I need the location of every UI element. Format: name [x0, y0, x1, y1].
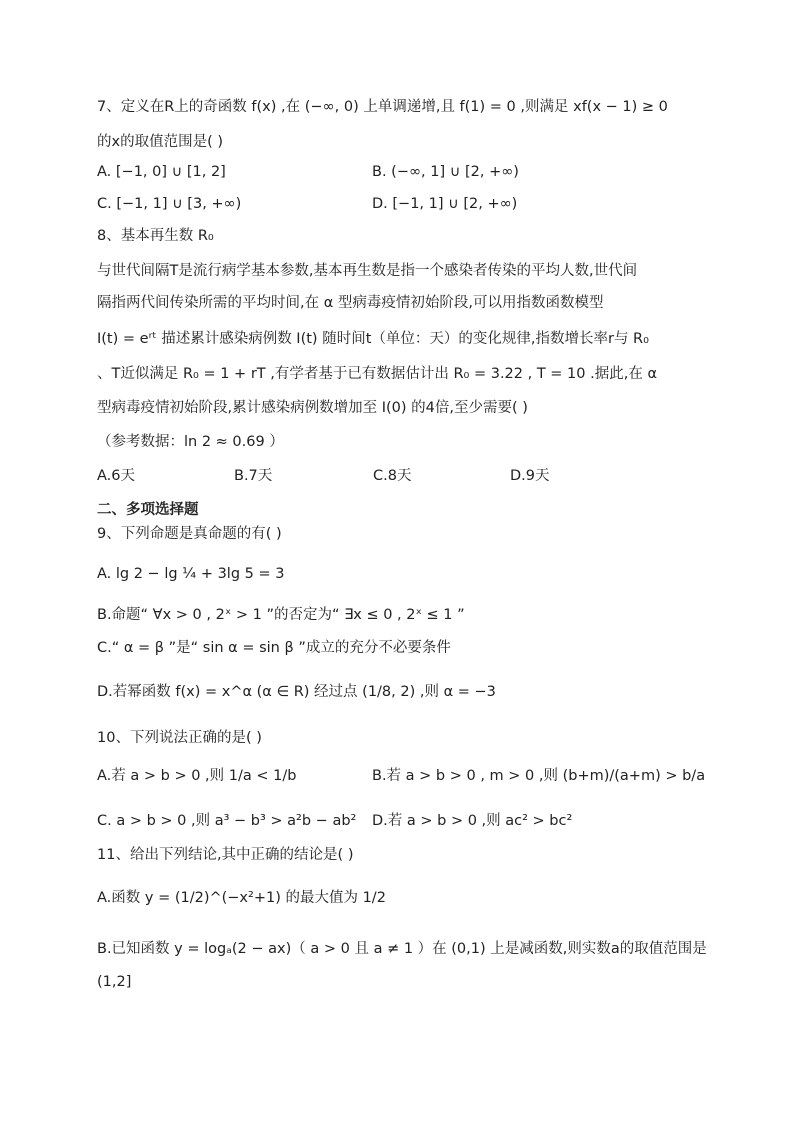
- q8-reference-data: （参考数据：ln 2 ≈ 0.69 ）: [97, 434, 284, 450]
- q9-option-c: C.“ α = β ”是“ sin α = sin β ”成立的充分不必要条件: [97, 640, 451, 656]
- q7-option-a: A. [−1, 0] ∪ [1, 2]: [97, 164, 226, 180]
- q9-option-b: B.命题“ ∀x > 0 , 2ˣ > 1 ”的否定为“ ∃x ≤ 0 , 2ˣ ≤ 1 ”: [97, 607, 465, 623]
- q8-option-b: B.7天: [234, 468, 273, 484]
- q10-stem: 10、下列说法正确的是( ): [97, 730, 262, 746]
- q10-option-d: D.若 a > b > 0 ,则 ac² > bc²: [372, 813, 573, 829]
- q7-option-d: D. [−1, 1] ∪ [2, +∞): [372, 196, 518, 212]
- q8-stem-line-4: I(t) = eʳᵗ 描述累计感染病例数 I(t) 随时间t（单位：天）的变化规律,指数增长率r与 R₀: [97, 331, 649, 347]
- q9-option-a: A. lg 2 − lg ¼ + 3lg 5 = 3: [97, 566, 285, 582]
- q11-option-b-line-2: (1,2]: [97, 974, 132, 990]
- q8-option-c: C.8天: [373, 468, 412, 484]
- q8-stem-line-5: 、T近似满足 R₀ = 1 + rT ,有学者基于已有数据估计出 R₀ = 3.22 , T = 10 .据此,在 α: [97, 366, 657, 382]
- q11-option-b-line-1: B.已知函数 y = logₐ(2 − ax)（ a > 0 且 a ≠ 1 ）在 (0,1) 上是减函数,则实数a的取值范围是: [97, 941, 707, 957]
- q11-option-a: A.函数 y = (1/2)^(−x²+1) 的最大值为 1/2: [97, 890, 386, 906]
- q8-stem-line-2: 与世代间隔T是流行病学基本参数,基本再生数是指一个感染者传染的平均人数,世代间: [97, 263, 638, 279]
- q8-stem-line-6: 型病毒疫情初始阶段,累计感染病例数增加至 I(0) 的4倍,至少需要( ): [97, 400, 528, 416]
- q7-option-c: C. [−1, 1] ∪ [3, +∞): [97, 196, 242, 212]
- q11-stem: 11、给出下列结论,其中正确的结论是( ): [97, 847, 354, 863]
- section-2-title: 二、多项选择题: [97, 502, 199, 518]
- q8-option-d: D.9天: [510, 468, 550, 484]
- q7-stem-line-1: 7、定义在R上的奇函数 f(x) ,在 (−∞, 0) 上单调递增,且 f(1) = 0 ,则满足 xf(x − 1) ≥ 0: [97, 99, 668, 115]
- q8-stem-line-1: 8、基本再生数 R₀: [97, 228, 214, 244]
- q7-option-b: B. (−∞, 1] ∪ [2, +∞): [372, 164, 519, 180]
- q7-stem-line-2: 的x的取值范围是( ): [97, 134, 224, 150]
- q9-option-d: D.若幂函数 f(x) = x^α (α ∈ R) 经过点 (1/8, 2) ,则 α = −3: [97, 684, 496, 700]
- q8-stem-line-3: 隔指两代间传染所需的平均时间,在 α 型病毒疫情初始阶段,可以用指数函数模型: [97, 295, 604, 311]
- q8-option-a: A.6天: [97, 468, 135, 484]
- q10-option-a: A.若 a > b > 0 ,则 1/a < 1/b: [97, 768, 297, 784]
- q10-option-b: B.若 a > b > 0 , m > 0 ,则 (b+m)/(a+m) > b/a: [372, 768, 706, 784]
- q9-stem: 9、下列命题是真命题的有( ): [97, 526, 282, 542]
- q10-option-c: C. a > b > 0 ,则 a³ − b³ > a²b − ab²: [97, 813, 357, 829]
